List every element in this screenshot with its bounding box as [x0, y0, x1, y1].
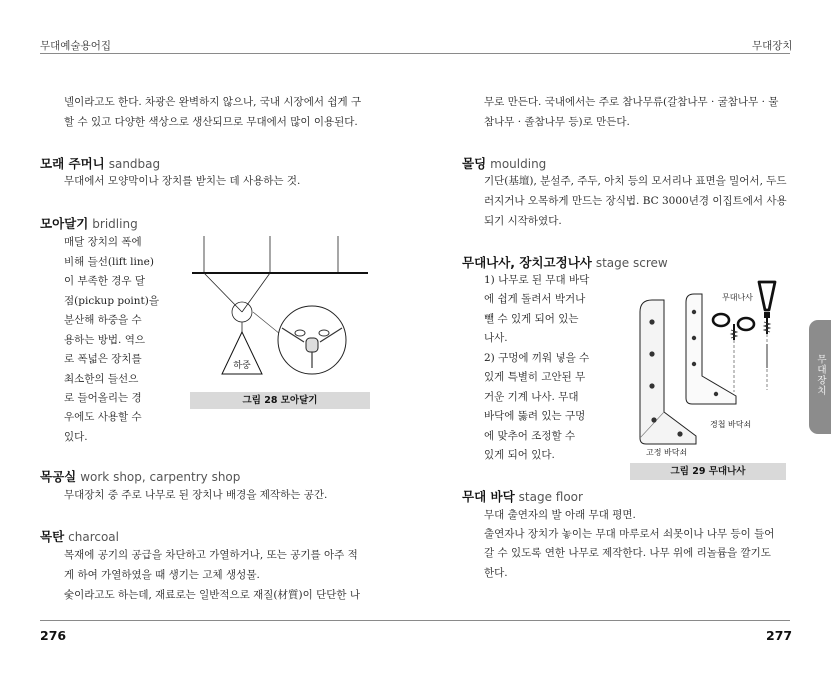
body-line: 최소한의 들선으	[64, 373, 139, 385]
body-line: 비해 들선(lift line)	[64, 256, 154, 268]
screw-handle-triangle	[759, 282, 775, 310]
term-english: bridling	[92, 217, 138, 231]
running-header-left: 무대예술용어집	[40, 40, 112, 52]
body-line: 게 하여 가열하였을 때 생기는 고체 생성물.	[64, 569, 260, 581]
body-line: 거운 기계 나사. 무대	[484, 391, 579, 403]
body-line: 기단(基壇), 분설주, 주두, 아치 등의 모서리나 표면을 밀어서, 두드	[484, 175, 787, 187]
body-line: 우에도 사용할 수	[64, 411, 142, 423]
body-line: 목재에 공기의 공급을 차단하고 가열하거나, 또는 공기를 아주 적	[64, 549, 358, 561]
body-line: 되기 시작하였다.	[484, 215, 562, 227]
screw-hole	[714, 392, 718, 396]
term-heading	[462, 487, 583, 505]
body-line: 한다.	[484, 567, 508, 579]
body-line: 로 들어올리는 경	[64, 392, 142, 404]
term-english: sandbag	[108, 157, 161, 171]
body-line: 이 부족한 경우 달	[64, 275, 146, 287]
term-korean: 목탄	[40, 529, 65, 544]
detail-shackle	[306, 338, 318, 352]
term-korean: 목공실	[40, 469, 77, 484]
body-line: 로 폭넓은 장치를	[64, 353, 142, 365]
screw-hole	[649, 383, 654, 388]
detail-leader	[253, 312, 280, 334]
screw-hole	[692, 362, 696, 366]
load-label: 하중	[233, 361, 251, 371]
body-line: 갈 수 있도록 연한 나무로 제작한다. 나무 위에 리놀륨을 깔기도	[484, 547, 771, 559]
screw-hole	[677, 431, 682, 436]
body-line: 무대에서 모양막이나 장치를 받치는 데 사용하는 것.	[64, 175, 301, 187]
body-line: 점(pickup point)을	[64, 295, 160, 307]
body-line: 있게 되어 있다.	[484, 449, 555, 461]
page-number-left: 276	[40, 628, 67, 643]
term-korean: 무대 바닥	[462, 489, 515, 504]
term-english: charcoal	[68, 530, 119, 544]
body-line: 분산해 하중을 수	[64, 314, 142, 326]
body-line: 있다.	[64, 431, 88, 443]
body-line: 무대 출연자의 발 아래 무대 평면.	[484, 509, 636, 521]
label-stage-screw: 무대나사	[722, 293, 753, 302]
term-english: stage screw	[595, 256, 668, 270]
header-rule	[40, 53, 790, 54]
term-heading	[462, 253, 668, 271]
screw-handle-ring	[713, 314, 729, 326]
body-line: 나사.	[484, 332, 508, 344]
term-korean: 몰딩	[462, 156, 487, 171]
term-heading	[40, 467, 240, 485]
body-line: 에 맞추어 조정할 수	[484, 430, 576, 442]
stage-screw-figure	[630, 272, 808, 462]
label-fixed-bracket: 고정 바닥쇠	[646, 448, 688, 457]
running-header-right: 무대장치	[752, 40, 793, 52]
body-line: 무대장치 중 주로 나무로 된 장치나 배경을 제작하는 공간.	[64, 489, 328, 501]
body-line: 있게 특별히 고안된 무	[484, 371, 586, 383]
term-english: work shop, carpentry shop	[80, 470, 241, 484]
term-korean: 모아달기	[40, 216, 89, 231]
body-line: 할 수 있고 다양한 색상으로 생산되므로 무대에서 많이 이용된다.	[64, 116, 358, 128]
body-line: 넬이라고도 한다. 차광은 완벽하지 않으나, 국내 시장에서 쉽게 구	[64, 96, 362, 108]
figure-caption: 그림 29 무대나사	[630, 463, 786, 480]
body-line: 용하는 방법. 역으	[64, 334, 146, 346]
label-hinge-bracket: 경첩 바닥쇠	[710, 420, 752, 429]
term-heading	[40, 214, 138, 232]
body-line: 뺄 수 있게 되어 있는	[484, 313, 579, 325]
screw-hole	[692, 310, 696, 314]
chapter-tab-label: 무대장치	[815, 354, 826, 396]
bridling-figure	[190, 228, 370, 393]
screw-hole	[649, 351, 654, 356]
screw-handle-ring	[738, 318, 754, 330]
bridle-leg	[204, 273, 242, 312]
screw-hole	[692, 336, 696, 340]
body-line: 무로 만든다. 국내에서는 주로 참나무류(갈참나무 · 굴참나무 · 물	[484, 96, 779, 108]
body-line: 참나무 · 졸참나무 등)로 만든다.	[484, 116, 630, 128]
body-line: 출연자나 장치가 놓이는 무대 마루로서 쇠못이나 나무 등이 들어	[484, 528, 775, 540]
page-number-right: 277	[766, 628, 793, 643]
term-english: stage floor	[518, 490, 583, 504]
screw-hole	[649, 319, 654, 324]
term-korean: 무대나사, 장치고정나사	[462, 255, 592, 270]
body-line: 1) 나무로 된 무대 바닥	[484, 274, 590, 286]
body-line: 에 쉽게 돌려서 박거나	[484, 293, 586, 305]
chapter-tab	[809, 320, 831, 434]
figure-caption: 그림 28 모아달기	[190, 392, 370, 409]
body-line: 매달 장치의 폭에	[64, 236, 142, 248]
body-line: 숯이라고도 하는데, 재료로는 일반적으로 재질(材質)이 단단한 나	[64, 589, 360, 601]
term-heading	[40, 154, 160, 172]
term-heading	[462, 154, 546, 172]
screw-hole	[651, 417, 656, 422]
bridle-leg	[242, 273, 270, 312]
body-line: 2) 구멍에 끼워 넣을 수	[484, 352, 590, 364]
body-line: 바닥에 뚫려 있는 구멍	[484, 410, 586, 422]
screw-collar	[764, 312, 770, 318]
term-english: moulding	[490, 157, 547, 171]
term-korean: 모래 주머니	[40, 156, 105, 171]
term-heading	[40, 527, 119, 545]
footer-rule	[40, 620, 790, 621]
body-line: 러지거나 오목하게 만드는 장식법. BC 3000년경 이집트에서 사용	[484, 195, 787, 207]
